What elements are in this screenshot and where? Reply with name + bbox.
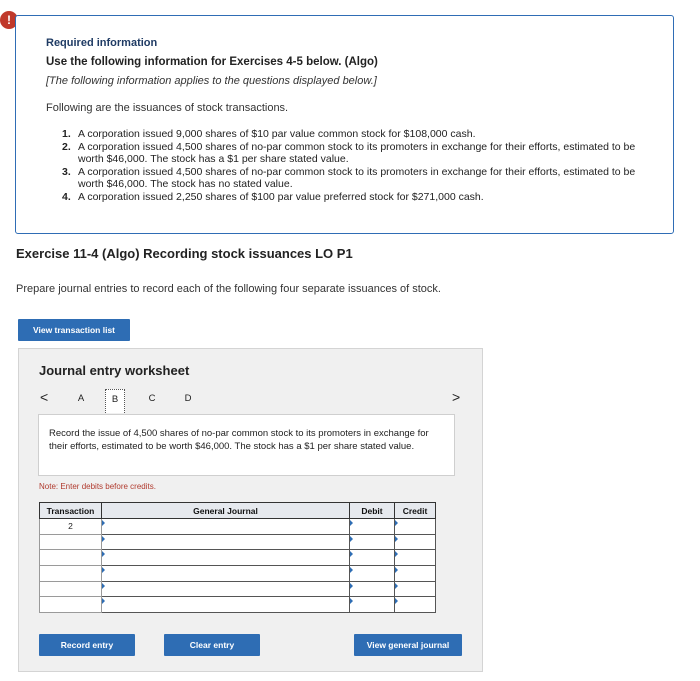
item-text: A corporation issued 4,500 shares of no-par common stock to its promoters in exchange for their efforts, estimated to be worth $46,000. The stock has no stated value. bbox=[78, 165, 636, 190]
transactions-intro: Following are the issuances of stock transactions. bbox=[46, 102, 289, 114]
account-input[interactable] bbox=[102, 566, 350, 582]
credit-input[interactable] bbox=[395, 581, 436, 597]
journal-entry-worksheet bbox=[18, 348, 483, 672]
tab-a[interactable]: A bbox=[77, 393, 85, 404]
credit-input[interactable] bbox=[395, 597, 436, 613]
tab-c[interactable]: C bbox=[148, 393, 156, 404]
debit-input[interactable] bbox=[350, 534, 395, 550]
entry-description: Record the issue of 4,500 shares of no-par common stock to its promoters in exchange for their efforts, estimated to be worth $46,000. The stock has a $1 per share stated value. bbox=[38, 414, 455, 476]
clear-entry-button[interactable]: Clear entry bbox=[164, 634, 260, 656]
account-input[interactable] bbox=[102, 534, 350, 550]
table-row bbox=[40, 550, 436, 566]
credit-input[interactable] bbox=[395, 550, 436, 566]
debit-input[interactable] bbox=[350, 597, 395, 613]
item-text: A corporation issued 4,500 shares of no-par common stock to its promoters in exchange for their efforts, estimated to be worth $46,000. The stock has a $1 per share stated value. bbox=[78, 140, 636, 165]
credit-input[interactable] bbox=[395, 519, 436, 535]
list-item bbox=[62, 191, 652, 204]
item-number: 1. bbox=[62, 128, 71, 140]
list-item bbox=[62, 141, 652, 166]
worksheet-title: Journal entry worksheet bbox=[39, 363, 190, 378]
journal-table bbox=[39, 502, 436, 613]
account-input[interactable] bbox=[102, 581, 350, 597]
column-header-transaction: Transaction bbox=[40, 503, 102, 519]
table-row bbox=[40, 566, 436, 582]
chevron-left-icon[interactable]: < bbox=[40, 389, 49, 405]
entry-note: Note: Enter debits before credits. bbox=[39, 482, 156, 491]
transaction-cell bbox=[40, 581, 102, 597]
transaction-cell bbox=[40, 566, 102, 582]
transaction-number: 2 bbox=[40, 519, 102, 535]
debit-input[interactable] bbox=[350, 519, 395, 535]
account-input[interactable] bbox=[102, 550, 350, 566]
record-entry-button[interactable]: Record entry bbox=[39, 634, 135, 656]
table-row bbox=[40, 597, 436, 613]
account-input[interactable] bbox=[102, 519, 350, 535]
column-header-general-journal: General Journal bbox=[102, 503, 350, 519]
table-row bbox=[40, 581, 436, 597]
debit-input[interactable] bbox=[350, 581, 395, 597]
view-transaction-list-button[interactable]: View transaction list bbox=[18, 319, 130, 341]
applies-note: [The following information applies to the questions displayed below.] bbox=[46, 75, 377, 87]
table-row bbox=[40, 519, 436, 535]
table-row bbox=[40, 534, 436, 550]
exercise-prompt: Prepare journal entries to record each of the following four separate issuances of stock. bbox=[16, 283, 441, 295]
transaction-list bbox=[62, 128, 652, 203]
tab-d[interactable]: D bbox=[184, 393, 192, 404]
debit-input[interactable] bbox=[350, 550, 395, 566]
list-item bbox=[62, 128, 652, 141]
use-info-subheading: Use the following information for Exercises 4-5 below. (Algo) bbox=[46, 56, 378, 68]
item-number: 4. bbox=[62, 190, 71, 203]
transaction-cell bbox=[40, 534, 102, 550]
item-text: A corporation issued 2,250 shares of $100 par value preferred stock for $271,000 cash. bbox=[78, 190, 484, 203]
chevron-right-icon[interactable]: > bbox=[452, 389, 461, 405]
credit-input[interactable] bbox=[395, 566, 436, 582]
required-info-panel bbox=[15, 15, 674, 234]
debit-input[interactable] bbox=[350, 566, 395, 582]
alert-icon: ! bbox=[0, 11, 18, 29]
item-text: A corporation issued 9,000 shares of $10 par value common stock for $108,000 cash. bbox=[78, 128, 476, 140]
transaction-cell bbox=[40, 550, 102, 566]
tab-b[interactable]: B bbox=[105, 389, 125, 413]
view-general-journal-button[interactable]: View general journal bbox=[354, 634, 462, 656]
column-header-debit: Debit bbox=[350, 503, 395, 519]
transaction-cell bbox=[40, 597, 102, 613]
required-info-heading: Required information bbox=[46, 37, 158, 49]
credit-input[interactable] bbox=[395, 534, 436, 550]
column-header-credit: Credit bbox=[395, 503, 436, 519]
list-item bbox=[62, 166, 652, 191]
account-input[interactable] bbox=[102, 597, 350, 613]
item-number: 2. bbox=[62, 140, 71, 153]
item-number: 3. bbox=[62, 165, 71, 178]
exercise-title: Exercise 11-4 (Algo) Recording stock issuances LO P1 bbox=[16, 246, 353, 261]
